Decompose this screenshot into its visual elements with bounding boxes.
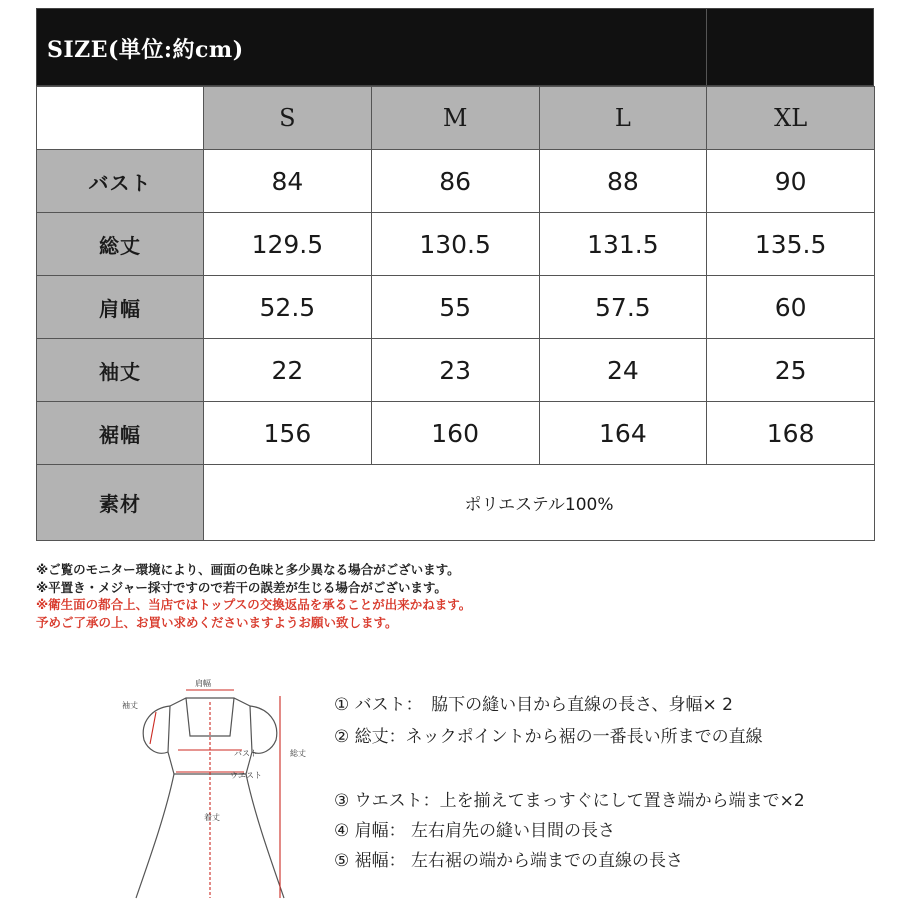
table-cell: 168 — [707, 402, 875, 465]
note-line: ※ご覧のモニター環境により、画面の色味と多少異なる場合がございます。 — [36, 562, 460, 577]
row-label: 総丈 — [37, 213, 204, 276]
measurement-item: ② 総丈：ネックポイントから裾の一番長い所までの直線 — [334, 727, 763, 747]
table-cell: 84 — [204, 150, 372, 213]
table-cell: 52.5 — [204, 276, 372, 339]
header-divider — [706, 9, 707, 85]
table-cell: 130.5 — [371, 213, 539, 276]
figure-label-waist: ウエスト — [230, 771, 262, 780]
table-cell: 164 — [539, 402, 707, 465]
table-cell: 23 — [371, 339, 539, 402]
size-m-header: M — [371, 87, 539, 150]
size-title: SIZE(単位:約cm) — [47, 37, 244, 63]
table-cell: 25 — [707, 339, 875, 402]
table-cell: 90 — [707, 150, 875, 213]
table-row-bust — [37, 150, 875, 213]
notes-block — [36, 561, 471, 631]
row-label: バスト — [37, 150, 204, 213]
note-line-warning: ※衛生面の都合上、当店ではトップスの交換返品を承ることが出来かねます。 — [36, 597, 472, 612]
table-cell: 88 — [539, 150, 707, 213]
table-cell: 57.5 — [539, 276, 707, 339]
table-cell: 160 — [371, 402, 539, 465]
row-label: 裾幅 — [37, 402, 204, 465]
size-header-row — [37, 87, 875, 150]
table-cell: 60 — [707, 276, 875, 339]
measurement-item: ① バスト： 脇下の縫い目から直線の長さ、身幅× 2 — [334, 695, 733, 715]
dress-measurement-figure — [100, 672, 330, 900]
size-l-header: L — [539, 87, 707, 150]
table-row-shoulder — [37, 276, 875, 339]
size-table — [36, 86, 875, 541]
table-row-sleeve — [37, 339, 875, 402]
table-cell: 55 — [371, 276, 539, 339]
material-value: ポリエステル100% — [204, 465, 875, 541]
figure-label-bust: バスト — [234, 749, 258, 758]
table-cell: 156 — [204, 402, 372, 465]
note-line: ※平置き・メジャー採寸ですので若干の誤差が生じる場合がございます。 — [36, 579, 447, 595]
row-label: 素材 — [37, 465, 204, 541]
size-xl-header: XL — [707, 87, 875, 150]
figure-label-shoulder: 肩幅 — [195, 679, 211, 688]
measurement-item: ④ 肩幅： 左右肩先の縫い目間の長さ — [334, 821, 616, 841]
measurement-item: ③ ウエスト：上を揃えてまっすぐにして置き端から端まで×2 — [334, 791, 805, 811]
table-cell: 135.5 — [707, 213, 875, 276]
table-row-length — [37, 213, 875, 276]
row-label: 袖丈 — [37, 339, 204, 402]
measurement-item: ⑤ 裾幅： 左右裾の端から端までの直線の長さ — [334, 851, 684, 871]
figure-label-sleeve: 袖丈 — [122, 701, 138, 710]
table-cell: 131.5 — [539, 213, 707, 276]
figure-label-length: 総丈 — [290, 749, 306, 758]
table-row-material — [37, 465, 875, 541]
corner-cell — [37, 87, 204, 150]
table-row-hem — [37, 402, 875, 465]
size-header — [36, 8, 874, 86]
size-s-header: S — [204, 87, 372, 150]
table-cell: 86 — [371, 150, 539, 213]
table-cell: 22 — [204, 339, 372, 402]
table-cell: 24 — [539, 339, 707, 402]
figure-label-hem: 着丈 — [204, 813, 220, 822]
table-cell: 129.5 — [204, 213, 372, 276]
note-line-warning: 予めご了承の上、お買い求めくださいますようお願い致します。 — [36, 614, 398, 630]
row-label: 肩幅 — [37, 276, 204, 339]
